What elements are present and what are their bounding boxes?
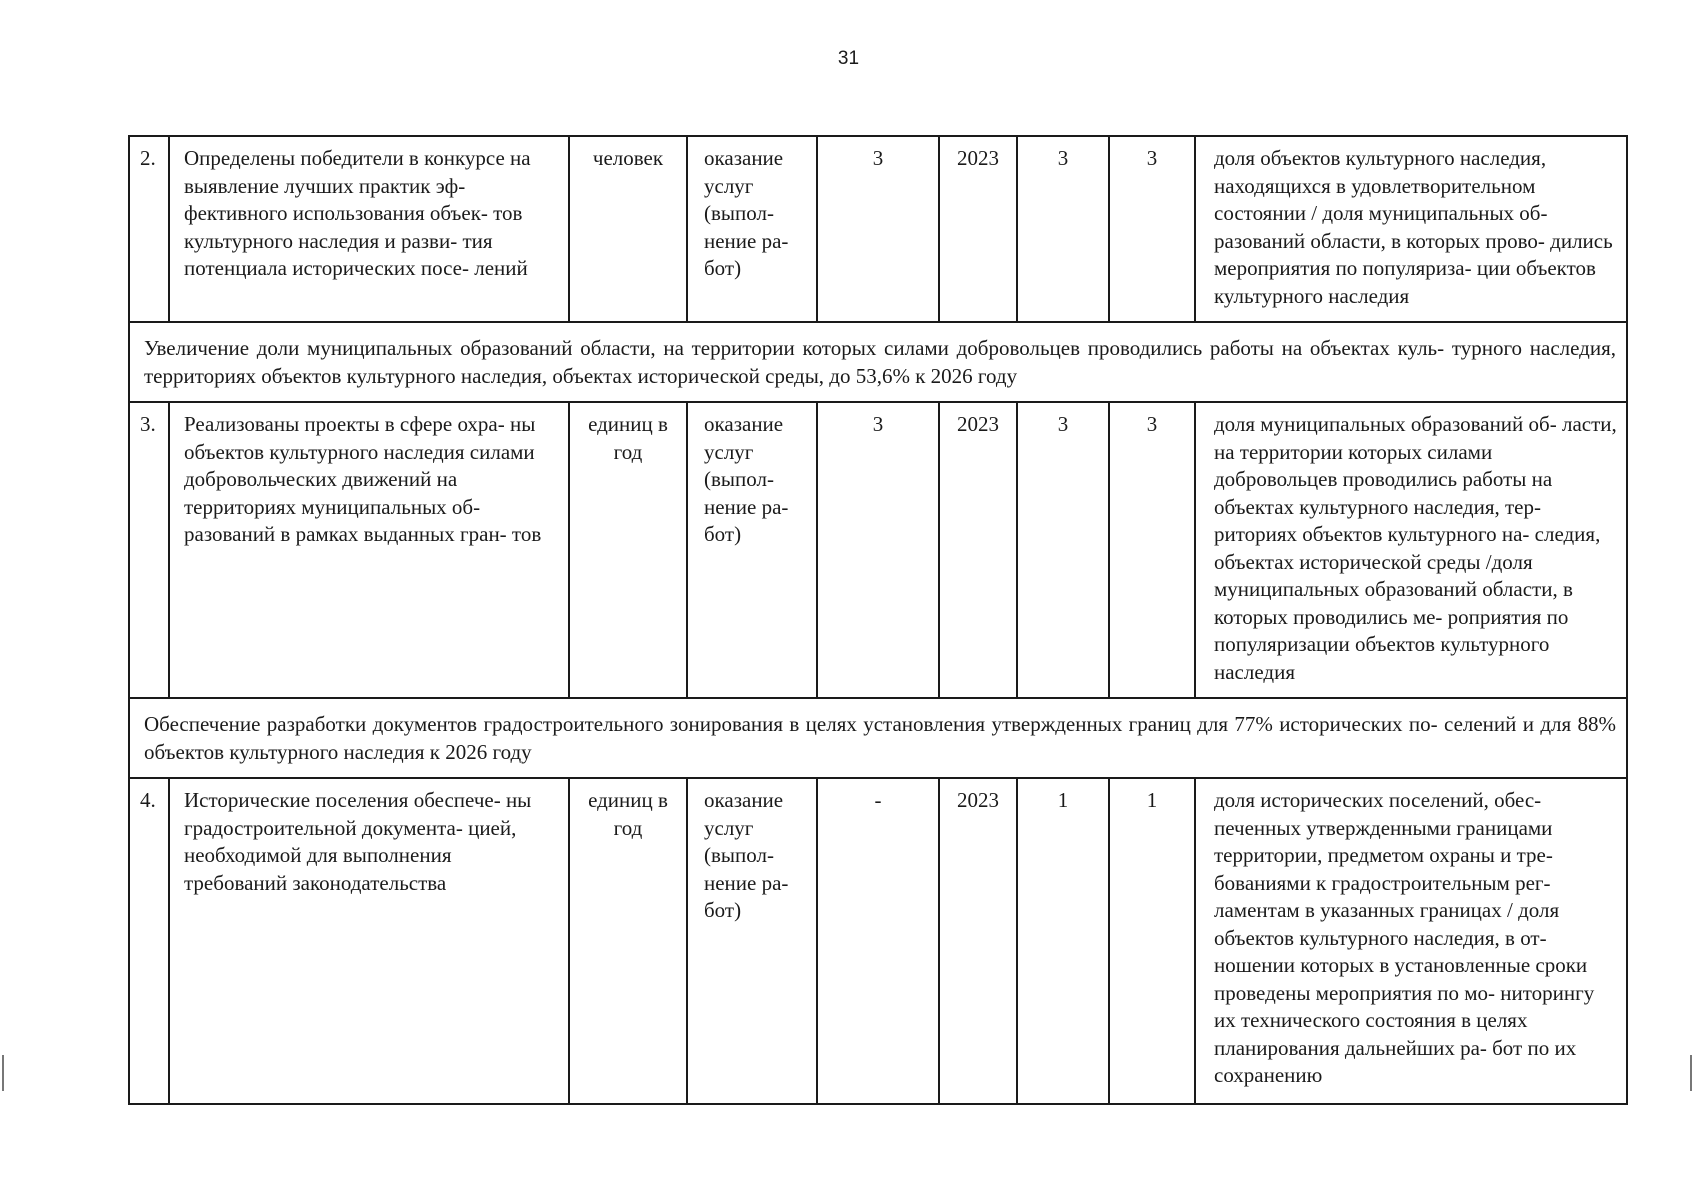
base-year-cell: 2023 <box>939 778 1017 1104</box>
results-table <box>128 135 1628 1105</box>
table-row <box>129 778 1627 1104</box>
value-2-cell: 1 <box>1109 778 1195 1104</box>
result-cell: Исторические поселения обеспече- ны градостроительной документа- цией, необходимой для выполнения требований законодательства <box>169 778 569 1104</box>
value-1-cell: 1 <box>1017 778 1109 1104</box>
base-value-cell: 3 <box>817 402 939 698</box>
section-row <box>129 322 1627 402</box>
table-row <box>129 136 1627 322</box>
section-row <box>129 698 1627 778</box>
base-value-cell: - <box>817 778 939 1104</box>
row-number: 2. <box>129 136 169 322</box>
indicator-cell: доля муниципальных образований об- ласти, на территории которых силами добровольцев проводились работы на объектах культурного наследия, тер- риториях объектов культурного на- следия, объектах исторической среды /доля муниципальных образований области, в которых проводились ме- роприятия по популяризации объектов культурного наследия <box>1195 402 1627 698</box>
indicator-cell: доля объектов культурного наследия, находящихся в удовлетворительном состоянии / доля муниципальных об- разований области, в которых прово- дились мероприятия по популяриза- ции объектов культурного наследия <box>1195 136 1627 322</box>
row-number: 4. <box>129 778 169 1104</box>
value-2-cell: 3 <box>1109 402 1195 698</box>
indicator-cell: доля исторических поселений, обес- печенных утвержденными границами территории, предметом охраны и тре- бованиями к градостроительным рег- ламентам в указанных границах / доля объектов культурного наследия, в от- ношении которых в установленные сроки проведены мероприятия по мо- ниторингу их технического состояния в целях планирования дальнейших ра- бот по их сохранению <box>1195 778 1627 1104</box>
unit-cell: единиц в год <box>569 778 687 1104</box>
value-2-cell: 3 <box>1109 136 1195 322</box>
section-heading: Увеличение доли муниципальных образований области, на территории которых силами добровольцев проводились работы на объектах куль- турного наследия, территориях объектов культурного наследия, объектах исторической среды, до 53,6% к 2026 году <box>129 322 1627 402</box>
base-year-cell: 2023 <box>939 402 1017 698</box>
page-number: 31 <box>837 48 860 69</box>
section-heading: Обеспечение разработки документов градостроительного зонирования в целях установления утвержденных границ для 77% исторических по- селений и для 88% объектов культурного наследия к 2026 году <box>129 698 1627 778</box>
table-row <box>129 402 1627 698</box>
base-value-cell: 3 <box>817 136 939 322</box>
type-cell: оказание услуг (выпол- нение ра- бот) <box>687 136 817 322</box>
value-1-cell: 3 <box>1017 136 1109 322</box>
base-year-cell: 2023 <box>939 136 1017 322</box>
result-cell: Определены победители в конкурсе на выявление лучших практик эф- фективного использования объек- тов культурного наследия и разви- тия потенциала исторических посе- лений <box>169 136 569 322</box>
type-cell: оказание услуг (выпол- нение ра- бот) <box>687 402 817 698</box>
scan-edge-mark <box>1690 1055 1692 1091</box>
unit-cell: человек <box>569 136 687 322</box>
row-number: 3. <box>129 402 169 698</box>
value-1-cell: 3 <box>1017 402 1109 698</box>
scan-edge-mark <box>2 1055 4 1091</box>
type-cell: оказание услуг (выпол- нение ра- бот) <box>687 778 817 1104</box>
result-cell: Реализованы проекты в сфере охра- ны объектов культурного наследия силами добровольческих движений на территориях муниципальных об- разований в рамках выданных гран- тов <box>169 402 569 698</box>
unit-cell: единиц в год <box>569 402 687 698</box>
